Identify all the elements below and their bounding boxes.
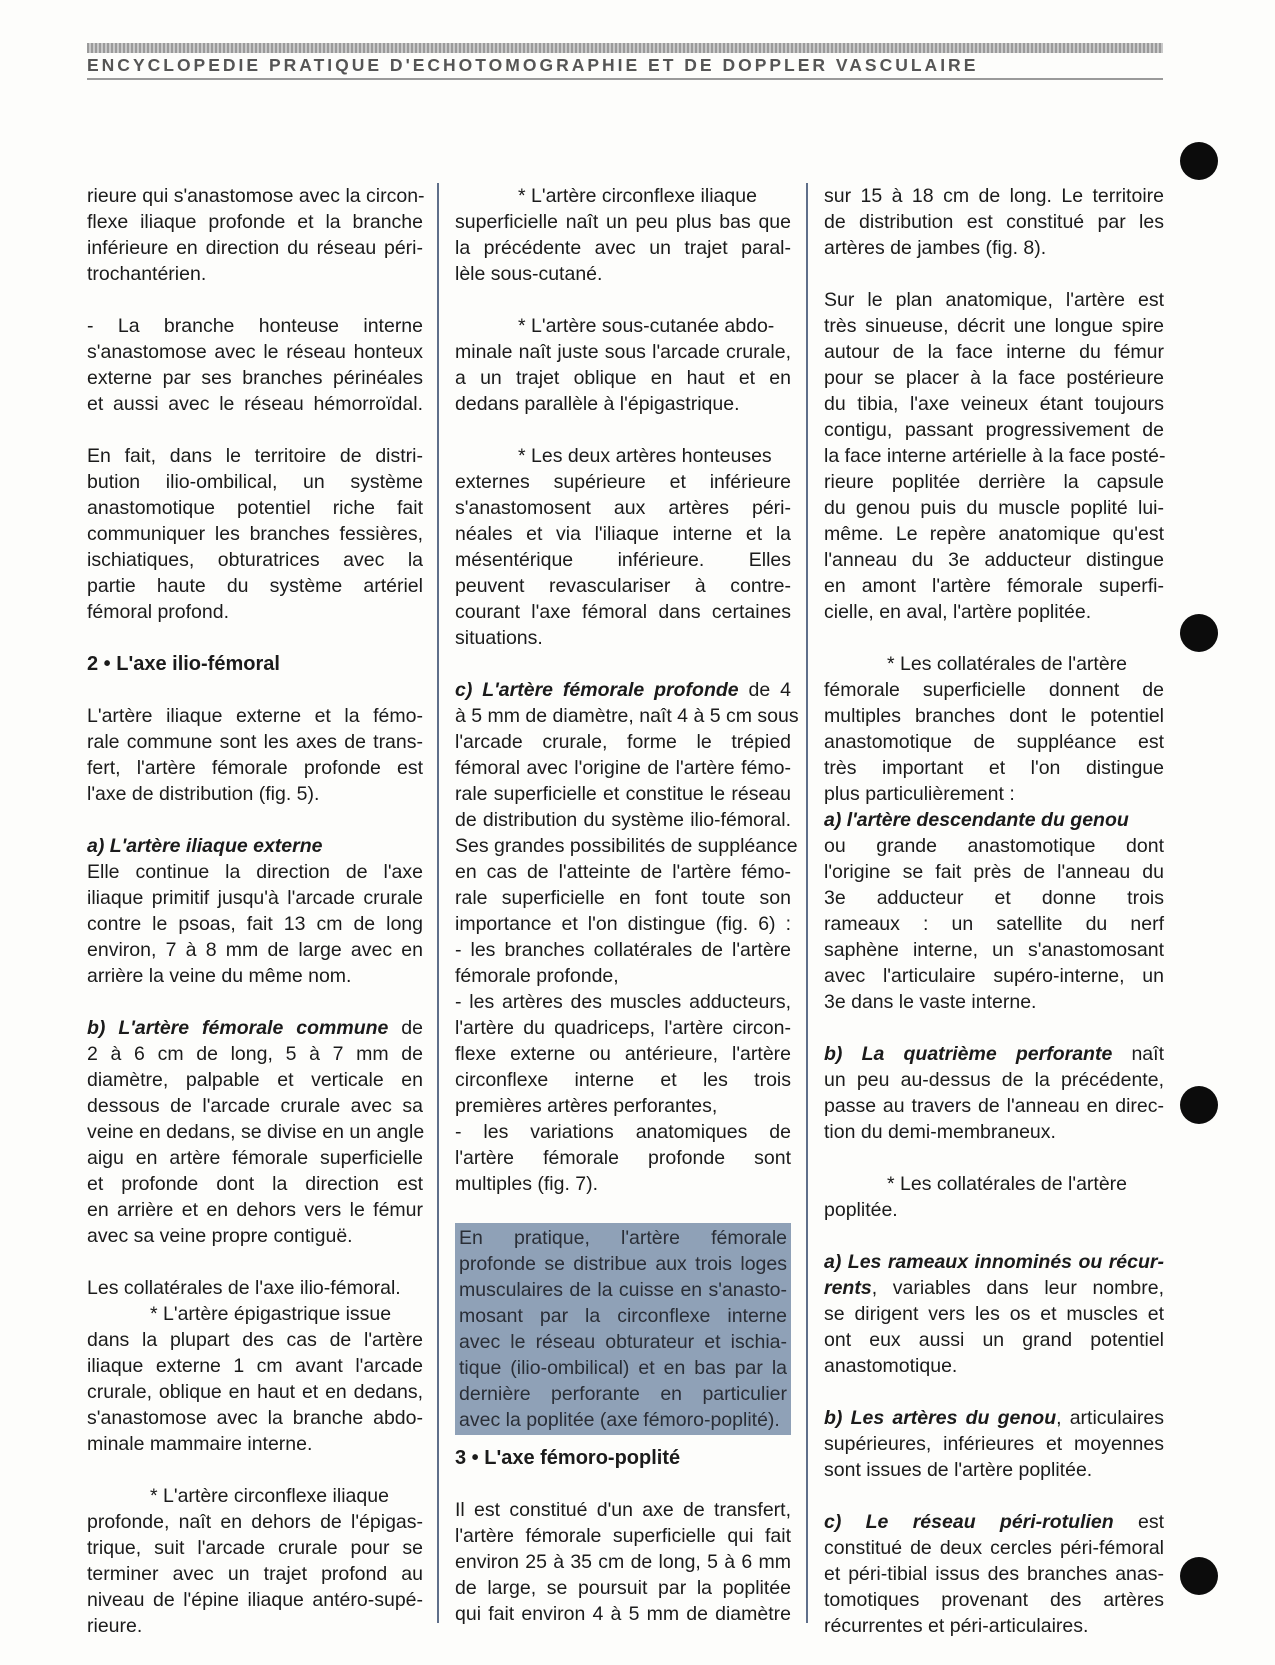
paragraph: Sur le plan anatomique, l'artère est très sinueuse, décrit une longue spire autour de la face interne du fémur pour se placer à la face postérieure du tibia, l'axe veineux étant toujours contigu, passant progressivement de la face interne artérielle à la face posté- rieure poplitée derrière la capsule du genou puis du muscle poplité lui- même. Le repère anatomique qu'est l'anneau du 3e adducteur distingue en amont l'artère fémorale superfi- cielle, en aval, l'artère poplitée. xyxy=(824,289,1166,623)
subheading: c) Le réseau péri-rotulien xyxy=(824,1511,1114,1533)
subheading: b) L'artère fémorale commune xyxy=(87,1017,389,1039)
section-heading: 3 • L'axe fémoro-poplité xyxy=(455,1447,681,1469)
column-3 xyxy=(824,183,1164,1665)
punch-hole xyxy=(1180,614,1218,652)
running-header: ENCYCLOPEDIE PRATIQUE D'ECHOTOMOGRAPHIE ET DE DOPPLER VASCULAIRE xyxy=(87,55,979,75)
subheading: a) Les rameaux innominés ou récur- xyxy=(824,1251,1164,1273)
subheading: a) L'artère iliaque externe xyxy=(87,835,323,857)
column-rule-1 xyxy=(437,183,439,1623)
column-1 xyxy=(87,183,423,1665)
paragraph: * L'artère circonflexe iliaque profonde, naît en dehors de l'épigas- trique, suit l'arcade crurale pour se terminer avec un trajet profond au niveau de l'épine iliaque antéro-supé- rieure. xyxy=(87,1485,423,1637)
paragraph: rieure qui s'anastomose avec la circon- flexe iliaque profonde et la branche inférieure en direction du réseau péri- trochantérien. xyxy=(87,185,425,285)
paragraph: - La branche honteuse interne s'anastomose avec le réseau honteux externe par ses branches périnéales et aussi avec le réseau hémorroïdal. xyxy=(87,315,423,415)
paragraph: a) Les rameaux innominés ou récur- rents, variables dans leur nombre, se dirigent vers les os et muscles et ont eux aussi un grand potentiel anastomotique. xyxy=(824,1251,1164,1377)
paragraph: sur 15 à 18 cm de long. Le territoire de distribution est constitué par les artères de jambes (fig. 8). xyxy=(824,185,1164,259)
subheading: b) Les artères du genou xyxy=(824,1407,1057,1429)
paragraph: a) L'artère iliaque externe Elle continue la direction de l'axe iliaque primitif jusqu'à l'arcade crurale contre le psoas, fait 13 cm de long environ, 7 à 8 mm de large avec en arrière la veine du même nom. xyxy=(87,835,423,987)
paragraph: * Les collatérales de l'artère poplitée. xyxy=(824,1173,1128,1221)
paragraph: L'artère iliaque externe et la fémo- rale commune sont les axes de trans- fert, l'artère fémorale profonde est l'axe de distribution (fig. 5). xyxy=(87,705,423,805)
paragraph: * Les deux artères honteuses externes supérieure et inférieure s'anastomosent aux artères péri- néales et via l'iliaque interne et la mésentérique inférieure. Elles peuvent revasculariser à contre- courant l'axe fémoral dans certaines situations. xyxy=(455,445,791,649)
punch-hole xyxy=(1180,1557,1218,1595)
paragraph: * Les collatérales de l'artère fémorale superficielle donnent de multiples branches dont le potentiel anastomotique de suppléance est très important et l'on distingue plus particulièrement : a) l'artère descendante du genou ou grande anastomotique dont l'origine se fait près de l'anneau du 3e adducteur et donne trois rameaux : un satellite du nerf saphène interne, un s'anastomosant avec l'articulaire supéro-interne, un 3e dans le vaste interne. xyxy=(824,653,1164,1013)
paragraph: Les collatérales de l'axe ilio-fémoral. * L'artère épigastrique issue dans la plupart des cas de l'artère iliaque externe 1 cm avant l'arcade crurale, oblique en haut et en dedans, s'anastomose avec la branche abdo- minale mammaire interne. xyxy=(87,1277,423,1455)
paragraph: * L'artère sous-cutanée abdo- minale naît juste sous l'arcade crurale, a un trajet oblique en haut et en dedans parallèle à l'épigastrique. xyxy=(455,315,791,415)
paragraph: Il est constitué d'un axe de transfert, l'artère fémorale superficielle qui fait environ 25 à 35 cm de long, 5 à 6 mm de large, se poursuit par la poplitée qui fait environ 4 à 5 mm de diamètre xyxy=(455,1499,791,1625)
punch-hole xyxy=(1180,142,1218,180)
subheading: a) l'artère descendante du genou xyxy=(824,809,1129,831)
highlight-box: En pratique, l'artère fémorale profonde se distribue aux trois loges musculaires de la cuisse en s'anasto- mosant par la circonflexe interne avec le réseau obturateur et ischia- tique (ilio-ombilical) et en bas par la dernière perforante en particulier avec la poplitée (axe fémoro-poplité). xyxy=(455,1223,791,1435)
column-rule-2 xyxy=(806,183,808,1623)
column-2 xyxy=(455,183,799,1653)
paragraph: c) L'artère fémorale profonde de 4 à 5 mm de diamètre, naît 4 à 5 cm sous l'arcade crurale, forme le trépied fémoral avec l'origine de l'artère fémo- rale superficielle et constitue le réseau de distribution du système ilio-fémoral. Ses grandes possibilités de suppléance en cas de l'atteinte de l'artère fémo- rale superficielle en font toute son importance et l'on distingue (fig. 6) : - les branches collatérales de l'artère fémorale profonde, - les artères des muscles adducteurs, l'artère du quadriceps, l'artère circon- flexe externe ou antérieure, l'artère circonflexe interne et les trois premières artères perforantes, - les variations anatomiques de l'artère fémorale profonde sont multiples (fig. 7). xyxy=(455,679,799,1195)
punch-hole xyxy=(1180,1086,1218,1124)
subheading: c) L'artère fémorale profonde xyxy=(455,679,739,701)
header-band xyxy=(87,43,1163,53)
paragraph: c) Le réseau péri-rotulien est constitué de deux cercles péri-fémoral et péri-tibial issus des branches anas- tomotiques provenant des artères récurrentes et péri-articulaires. xyxy=(824,1511,1164,1637)
paragraph: b) Les artères du genou, articulaires supérieures, inférieures et moyennes sont issues de l'artère poplitée. xyxy=(824,1407,1164,1481)
paragraph: * L'artère circonflexe iliaque superficielle naît un peu plus bas que la précédente avec un trajet paral- lèle sous-cutané. xyxy=(455,185,791,285)
subheading: b) La quatrième perforante xyxy=(824,1043,1113,1065)
paragraph: b) La quatrième perforante naît un peu au-dessus de la précédente, passe au travers de l'anneau en direc- tion du demi-membraneux. xyxy=(824,1043,1164,1143)
paragraph: En fait, dans le territoire de distri- bution ilio-ombilical, un système anastomotique potentiel riche fait communiquer les branches fessières, ischiatiques, obturatrices avec la partie haute du système artériel fémoral profond. xyxy=(87,445,423,623)
paragraph: b) L'artère fémorale commune de 2 à 6 cm de long, 5 à 7 mm de diamètre, palpable et verticale en dessous de l'arcade crurale avec sa veine en dedans, se divise en un angle aigu en artère fémorale superficielle et profonde dont la direction est en arrière et en dehors vers le fémur avec sa veine propre contiguë. xyxy=(87,1017,425,1247)
section-heading: 2 • L'axe ilio-fémoral xyxy=(87,653,280,675)
header-rule xyxy=(87,78,1163,80)
